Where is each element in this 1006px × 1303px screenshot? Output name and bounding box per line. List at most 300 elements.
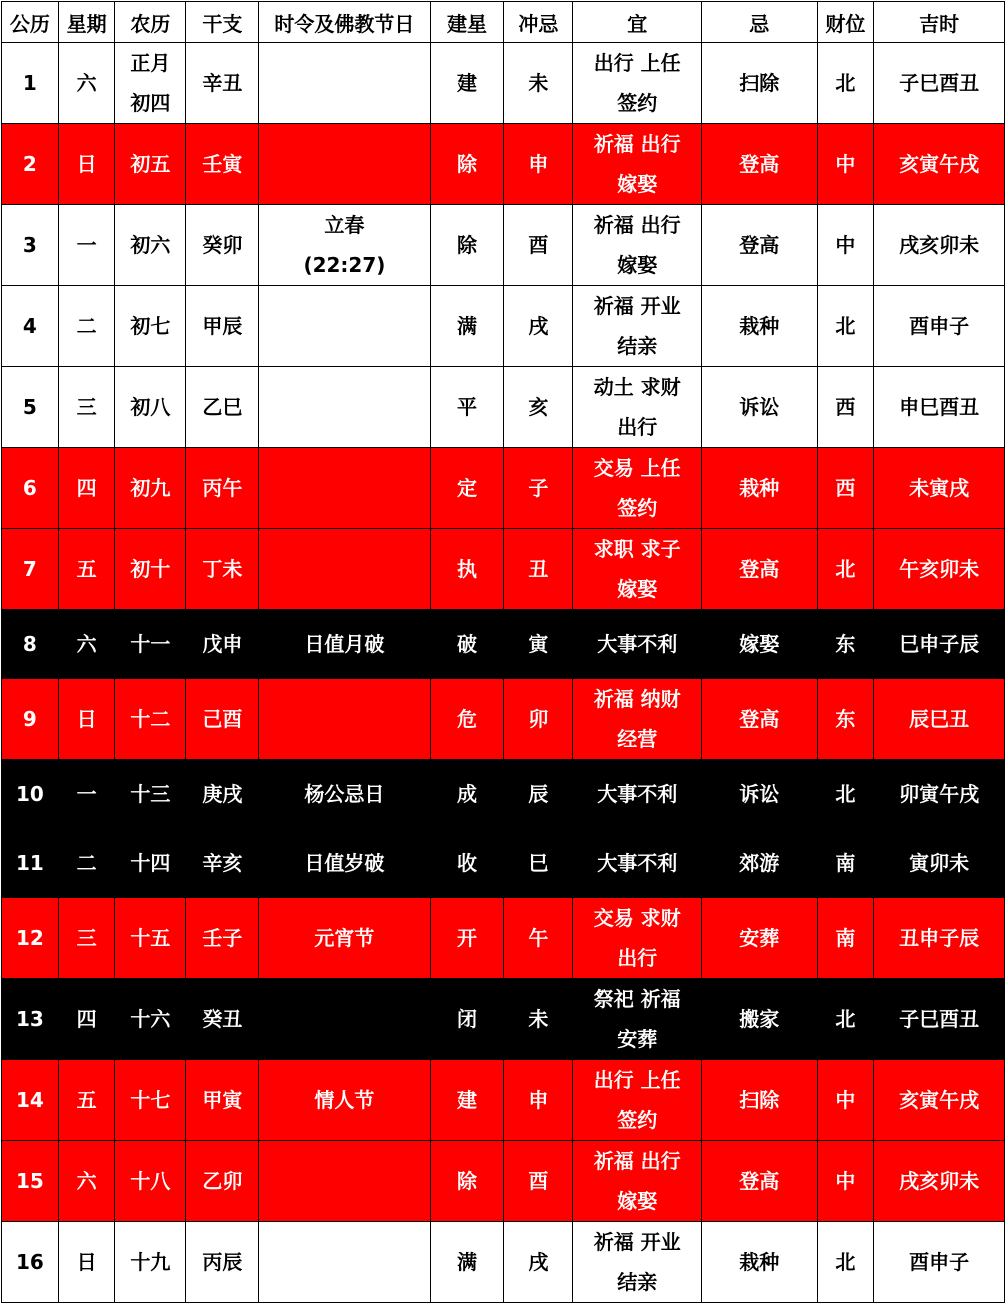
cell-lunar	[115, 529, 186, 610]
table-body	[2, 43, 1005, 1303]
cell-chong-line: 午	[528, 926, 549, 950]
cell-jishi-line: 卯寅午戌	[899, 782, 980, 806]
cell-caiwei	[817, 1060, 874, 1141]
cell-weekday-line: 五	[76, 557, 97, 581]
cell-jishi	[874, 1141, 1005, 1222]
cell-weekday	[58, 43, 115, 124]
cell-weekday-line: 日	[76, 707, 97, 731]
cell-day	[2, 205, 59, 286]
cell-yi	[573, 979, 702, 1060]
cell-ganzhi	[186, 979, 259, 1060]
cell-jianxing	[430, 898, 504, 979]
cell-jianxing	[430, 979, 504, 1060]
cell-weekday	[58, 610, 115, 679]
cell-festival	[259, 205, 430, 286]
cell-caiwei-line: 中	[835, 233, 856, 257]
cell-day-line: 10	[15, 782, 44, 806]
cell-lunar-line: 十七	[130, 1088, 171, 1112]
cell-day-line: 2	[22, 152, 37, 176]
cell-weekday	[58, 205, 115, 286]
cell-weekday	[58, 829, 115, 898]
cell-ganzhi	[186, 1141, 259, 1222]
cell-weekday	[58, 898, 115, 979]
cell-ganzhi	[186, 1060, 259, 1141]
cell-lunar-line: 正月	[130, 51, 171, 75]
cell-ganzhi-line: 辛丑	[202, 71, 243, 95]
cell-ganzhi-line: 丙午	[202, 476, 243, 500]
cell-lunar	[115, 679, 186, 760]
cell-jianxing-line: 除	[457, 1169, 477, 1193]
cell-yi-line: 嫁娶	[617, 172, 658, 196]
cell-jishi	[874, 367, 1005, 448]
cell-ji	[702, 367, 817, 448]
cell-festival	[259, 1222, 430, 1303]
header-jianxing: 建星	[430, 2, 504, 43]
cell-day	[2, 286, 59, 367]
cell-yi-line: 经营	[617, 727, 658, 751]
cell-jishi	[874, 610, 1005, 679]
cell-day-line: 5	[22, 395, 37, 419]
cell-weekday	[58, 760, 115, 829]
cell-jianxing-line: 除	[457, 152, 477, 176]
cell-jianxing	[430, 205, 504, 286]
cell-yi-line: 出行	[617, 946, 658, 970]
cell-day	[2, 679, 59, 760]
cell-jianxing-line: 定	[457, 476, 477, 500]
cell-caiwei-line: 东	[835, 632, 856, 656]
cell-jianxing	[430, 448, 504, 529]
table-row	[2, 124, 1005, 205]
cell-yi	[573, 205, 702, 286]
cell-yi	[573, 529, 702, 610]
cell-chong	[504, 1222, 573, 1303]
cell-caiwei	[817, 205, 874, 286]
cell-ji	[702, 898, 817, 979]
cell-chong	[504, 1141, 573, 1222]
cell-ganzhi-line: 壬子	[202, 926, 243, 950]
cell-ji-line: 登高	[739, 233, 780, 257]
cell-weekday	[58, 1060, 115, 1141]
cell-chong-line: 戌	[528, 1250, 549, 1274]
cell-ji	[702, 205, 817, 286]
cell-day	[2, 898, 59, 979]
cell-ganzhi	[186, 679, 259, 760]
cell-ji-line: 登高	[739, 152, 780, 176]
cell-lunar	[115, 43, 186, 124]
cell-yi-line: 签约	[617, 91, 658, 115]
cell-ganzhi	[186, 448, 259, 529]
header-ji: 忌	[702, 2, 817, 43]
cell-yi-line: 结亲	[617, 334, 658, 358]
cell-day-line: 13	[15, 1007, 44, 1031]
cell-jianxing	[430, 1222, 504, 1303]
cell-jishi-line: 寅卯未	[909, 851, 970, 875]
cell-lunar	[115, 124, 186, 205]
cell-day	[2, 43, 59, 124]
cell-lunar-line: 初六	[130, 233, 171, 257]
cell-ganzhi-line: 乙巳	[202, 395, 243, 419]
cell-jishi	[874, 529, 1005, 610]
cell-caiwei	[817, 124, 874, 205]
cell-ganzhi-line: 乙卯	[202, 1169, 243, 1193]
cell-caiwei-line: 南	[835, 926, 856, 950]
cell-caiwei	[817, 610, 874, 679]
cell-ganzhi	[186, 205, 259, 286]
cell-weekday-line: 四	[76, 1007, 97, 1031]
cell-ji-line: 登高	[739, 1169, 780, 1193]
cell-ganzhi	[186, 1222, 259, 1303]
cell-jishi	[874, 286, 1005, 367]
cell-lunar	[115, 286, 186, 367]
cell-caiwei-line: 西	[835, 395, 856, 419]
cell-jishi-line: 未寅戌	[909, 476, 970, 500]
table-row	[2, 610, 1005, 679]
cell-caiwei	[817, 448, 874, 529]
cell-ganzhi-line: 癸卯	[202, 233, 243, 257]
cell-ji-line: 扫除	[739, 71, 780, 95]
cell-lunar	[115, 448, 186, 529]
cell-jishi-line: 辰巳丑	[909, 707, 970, 731]
cell-yi	[573, 286, 702, 367]
cell-jianxing-line: 破	[457, 632, 477, 656]
table-row	[2, 1222, 1005, 1303]
cell-yi-line: 签约	[617, 1108, 658, 1132]
cell-chong	[504, 829, 573, 898]
cell-lunar	[115, 829, 186, 898]
cell-weekday-line: 二	[76, 851, 97, 875]
cell-ji	[702, 43, 817, 124]
cell-day	[2, 529, 59, 610]
cell-caiwei	[817, 367, 874, 448]
cell-caiwei-line: 北	[835, 314, 856, 338]
cell-caiwei	[817, 898, 874, 979]
cell-jianxing-line: 建	[457, 1088, 477, 1112]
cell-yi-line: 大事不利	[597, 851, 678, 875]
cell-jishi	[874, 43, 1005, 124]
cell-lunar-line: 初八	[130, 395, 171, 419]
cell-weekday	[58, 1222, 115, 1303]
table-row	[2, 529, 1005, 610]
cell-day-line: 16	[15, 1250, 44, 1274]
cell-jishi-line: 戌亥卯未	[899, 1169, 980, 1193]
cell-ji-line: 登高	[739, 707, 780, 731]
cell-day	[2, 610, 59, 679]
cell-ji	[702, 760, 817, 829]
cell-jishi-line: 亥寅午戌	[899, 152, 980, 176]
cell-yi	[573, 367, 702, 448]
cell-caiwei-line: 中	[835, 152, 856, 176]
cell-jishi	[874, 829, 1005, 898]
cell-ji	[702, 679, 817, 760]
cell-weekday	[58, 979, 115, 1060]
cell-lunar-line: 十五	[130, 926, 171, 950]
cell-lunar-line: 十二	[130, 707, 171, 731]
cell-festival-line: 日值岁破	[304, 851, 385, 875]
cell-ji	[702, 1060, 817, 1141]
cell-ji-line: 栽种	[739, 314, 780, 338]
cell-yi	[573, 760, 702, 829]
cell-chong-line: 亥	[528, 395, 549, 419]
header-jishi: 吉时	[874, 2, 1005, 43]
cell-caiwei-line: 中	[835, 1169, 856, 1193]
cell-yi	[573, 1222, 702, 1303]
table-row	[2, 205, 1005, 286]
cell-ganzhi-line: 己酉	[202, 707, 243, 731]
cell-festival-line: 日值月破	[304, 632, 385, 656]
cell-chong-line: 未	[528, 1007, 549, 1031]
cell-day	[2, 1222, 59, 1303]
cell-ji-line: 诉讼	[739, 395, 780, 419]
cell-yi-line: 祭祀 祈福	[593, 987, 681, 1011]
cell-weekday-line: 五	[76, 1088, 97, 1112]
cell-ji-line: 诉讼	[739, 782, 780, 806]
cell-ji-line: 搬家	[739, 1007, 780, 1031]
cell-chong	[504, 610, 573, 679]
cell-ji-line: 嫁娶	[739, 632, 780, 656]
cell-yi-line: 祈福 开业	[593, 1230, 681, 1254]
cell-weekday	[58, 367, 115, 448]
cell-day-line: 6	[22, 476, 37, 500]
cell-chong-line: 未	[528, 71, 549, 95]
cell-jishi-line: 酉申子	[909, 1250, 970, 1274]
cell-ganzhi	[186, 286, 259, 367]
cell-ganzhi-line: 丙辰	[202, 1250, 243, 1274]
cell-day-line: 1	[22, 71, 37, 95]
cell-day	[2, 367, 59, 448]
cell-chong-line: 子	[528, 476, 549, 500]
cell-jishi	[874, 124, 1005, 205]
cell-day	[2, 124, 59, 205]
cell-chong	[504, 760, 573, 829]
table-row	[2, 367, 1005, 448]
cell-ji	[702, 1141, 817, 1222]
cell-lunar-line: 十三	[130, 782, 171, 806]
cell-caiwei-line: 北	[835, 1007, 856, 1031]
cell-caiwei-line: 北	[835, 1250, 856, 1274]
cell-caiwei	[817, 829, 874, 898]
table-row	[2, 679, 1005, 760]
cell-jianxing	[430, 679, 504, 760]
cell-chong-line: 巳	[528, 851, 549, 875]
cell-festival	[259, 979, 430, 1060]
cell-lunar-line: 十九	[130, 1250, 171, 1274]
cell-yi-line: 出行 上任	[593, 1068, 681, 1092]
cell-yi-line: 嫁娶	[617, 577, 658, 601]
cell-caiwei	[817, 1222, 874, 1303]
cell-festival	[259, 448, 430, 529]
table-row	[2, 1060, 1005, 1141]
table-row	[2, 829, 1005, 898]
cell-chong	[504, 1060, 573, 1141]
cell-chong	[504, 898, 573, 979]
cell-weekday-line: 二	[76, 314, 97, 338]
cell-jishi	[874, 898, 1005, 979]
cell-yi	[573, 898, 702, 979]
cell-day-line: 7	[22, 557, 37, 581]
cell-festival	[259, 286, 430, 367]
cell-jishi-line: 亥寅午戌	[899, 1088, 980, 1112]
cell-caiwei	[817, 1141, 874, 1222]
cell-ji-line: 扫除	[739, 1088, 780, 1112]
cell-ji-line: 登高	[739, 557, 780, 581]
cell-weekday-line: 六	[76, 71, 97, 95]
cell-chong	[504, 286, 573, 367]
cell-day-line: 9	[22, 707, 37, 731]
cell-lunar	[115, 1222, 186, 1303]
cell-yi-line: 求职 求子	[593, 537, 681, 561]
cell-day-line: 4	[22, 314, 37, 338]
cell-caiwei	[817, 679, 874, 760]
cell-jishi-line: 申巳酉丑	[899, 395, 980, 419]
cell-chong-line: 酉	[528, 1169, 549, 1193]
cell-jianxing-line: 执	[457, 557, 477, 581]
cell-ganzhi-line: 癸丑	[202, 1007, 243, 1031]
header-caiwei: 财位	[817, 2, 874, 43]
header-ganzhi: 干支	[186, 2, 259, 43]
cell-lunar-line: 十四	[130, 851, 171, 875]
cell-festival	[259, 610, 430, 679]
cell-day	[2, 760, 59, 829]
cell-caiwei-line: 西	[835, 476, 856, 500]
cell-festival-line: (22:27)	[303, 253, 386, 277]
cell-lunar-line: 初七	[130, 314, 171, 338]
cell-weekday-line: 一	[76, 233, 97, 257]
cell-ganzhi	[186, 367, 259, 448]
cell-jishi-line: 酉申子	[909, 314, 970, 338]
cell-lunar-line: 十六	[130, 1007, 171, 1031]
cell-lunar	[115, 1060, 186, 1141]
cell-yi-line: 祈福 开业	[593, 294, 681, 318]
table-row	[2, 1141, 1005, 1222]
cell-ganzhi-line: 庚戌	[202, 782, 243, 806]
cell-yi-line: 祈福 纳财	[593, 687, 681, 711]
cell-caiwei	[817, 529, 874, 610]
cell-weekday	[58, 286, 115, 367]
cell-yi-line: 祈福 出行	[593, 1149, 681, 1173]
cell-ganzhi	[186, 829, 259, 898]
cell-jishi	[874, 205, 1005, 286]
cell-day	[2, 448, 59, 529]
cell-festival	[259, 679, 430, 760]
cell-festival-line: 元宵节	[314, 926, 375, 950]
cell-lunar	[115, 979, 186, 1060]
cell-jianxing-line: 危	[457, 707, 477, 731]
cell-caiwei	[817, 43, 874, 124]
cell-lunar	[115, 1141, 186, 1222]
cell-chong	[504, 124, 573, 205]
cell-weekday	[58, 529, 115, 610]
cell-ji	[702, 448, 817, 529]
cell-ji-line: 栽种	[739, 1250, 780, 1274]
cell-chong	[504, 367, 573, 448]
cell-caiwei-line: 中	[835, 1088, 856, 1112]
cell-yi-line: 祈福 出行	[593, 132, 681, 156]
cell-weekday-line: 四	[76, 476, 97, 500]
table-row	[2, 286, 1005, 367]
cell-weekday	[58, 448, 115, 529]
cell-jishi	[874, 1060, 1005, 1141]
cell-yi-line: 嫁娶	[617, 1189, 658, 1213]
cell-ganzhi	[186, 43, 259, 124]
cell-caiwei-line: 北	[835, 71, 856, 95]
header-chong: 冲忌	[504, 2, 573, 43]
cell-ji	[702, 286, 817, 367]
cell-jianxing	[430, 367, 504, 448]
cell-chong	[504, 979, 573, 1060]
cell-yi	[573, 1060, 702, 1141]
cell-yi-line: 大事不利	[597, 782, 678, 806]
cell-lunar-line: 初九	[130, 476, 171, 500]
cell-jianxing-line: 成	[457, 782, 477, 806]
cell-weekday-line: 六	[76, 632, 97, 656]
cell-festival	[259, 43, 430, 124]
cell-ganzhi-line: 戊申	[202, 632, 243, 656]
cell-ji	[702, 829, 817, 898]
cell-day	[2, 979, 59, 1060]
header-weekday: 星期	[58, 2, 115, 43]
cell-ganzhi	[186, 760, 259, 829]
cell-ji	[702, 1222, 817, 1303]
cell-festival	[259, 898, 430, 979]
cell-ganzhi	[186, 610, 259, 679]
cell-festival	[259, 529, 430, 610]
cell-weekday-line: 三	[76, 395, 97, 419]
cell-yi-line: 安葬	[617, 1027, 658, 1051]
cell-jishi	[874, 679, 1005, 760]
cell-jishi-line: 戌亥卯未	[899, 233, 980, 257]
cell-chong-line: 戌	[528, 314, 549, 338]
cell-ganzhi	[186, 529, 259, 610]
cell-ji	[702, 979, 817, 1060]
header-yi: 宜	[573, 2, 702, 43]
cell-jianxing-line: 平	[457, 395, 477, 419]
cell-yi-line: 大事不利	[597, 632, 678, 656]
cell-lunar-line: 初五	[130, 152, 171, 176]
cell-ganzhi	[186, 898, 259, 979]
cell-day-line: 15	[15, 1169, 44, 1193]
cell-caiwei	[817, 760, 874, 829]
cell-caiwei-line: 南	[835, 851, 856, 875]
cell-caiwei	[817, 979, 874, 1060]
cell-lunar-line: 初四	[130, 91, 171, 115]
cell-jishi	[874, 448, 1005, 529]
cell-yi	[573, 610, 702, 679]
cell-day-line: 11	[15, 851, 44, 875]
cell-yi-line: 动土 求财	[593, 375, 681, 399]
cell-caiwei	[817, 286, 874, 367]
cell-festival	[259, 124, 430, 205]
cell-ganzhi-line: 辛亥	[202, 851, 243, 875]
cell-yi	[573, 448, 702, 529]
cell-weekday-line: 日	[76, 1250, 97, 1274]
cell-jianxing-line: 闭	[457, 1007, 477, 1031]
cell-jianxing-line: 建	[457, 71, 477, 95]
cell-yi	[573, 43, 702, 124]
cell-ji	[702, 529, 817, 610]
cell-lunar-line: 十八	[130, 1169, 171, 1193]
cell-chong-line: 辰	[528, 782, 549, 806]
almanac-table	[1, 1, 1005, 1303]
cell-day	[2, 829, 59, 898]
cell-yi	[573, 124, 702, 205]
cell-day-line: 12	[15, 926, 44, 950]
cell-weekday	[58, 124, 115, 205]
cell-festival	[259, 1141, 430, 1222]
header-row	[2, 2, 1005, 43]
cell-festival	[259, 1060, 430, 1141]
table-row	[2, 979, 1005, 1060]
cell-jianxing-line: 开	[457, 926, 477, 950]
